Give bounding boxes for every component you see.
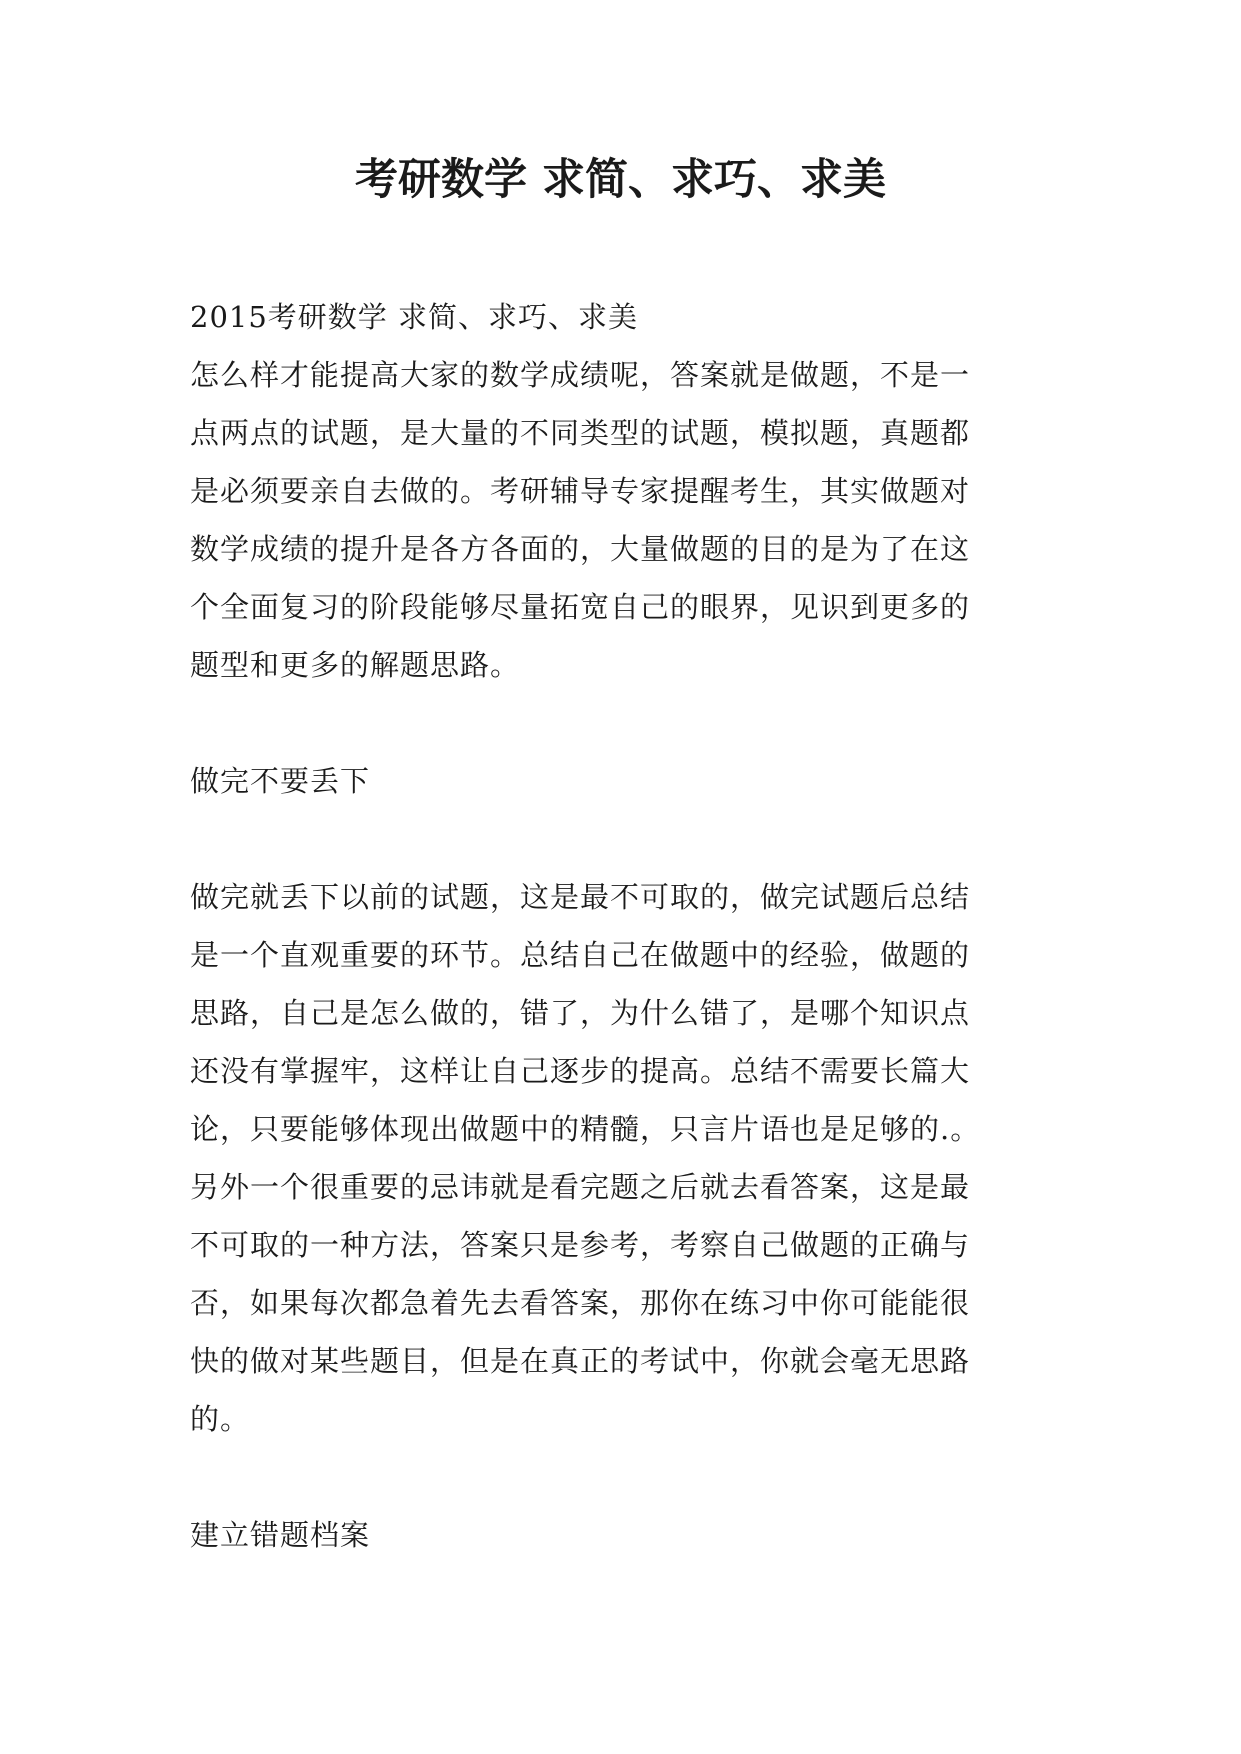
text-line: 否，如果每次都急着先去看答案，那你在练习中你可能能很: [190, 1286, 971, 1320]
document-title: 考研数学 求简、求巧、求美: [355, 155, 886, 205]
text-line: 的。: [190, 1402, 251, 1436]
section-heading-dont-discard: 做完不要丢下: [190, 764, 371, 798]
text-line: 是必须要亲自去做的。考研辅导专家提醒考生，其实做题对: [190, 474, 971, 508]
text-line: 点两点的试题，是大量的不同类型的试题，模拟题，真题都: [190, 416, 971, 450]
text-line: 不可取的一种方法，答案只是参考，考察自己做题的正确与: [190, 1228, 971, 1262]
text-line: 题型和更多的解题思路。: [190, 648, 521, 682]
text-line: 个全面复习的阶段能够尽量拓宽自己的眼界，见识到更多的: [190, 590, 971, 624]
text-line: 是一个直观重要的环节。总结自己在做题中的经验，做题的: [190, 938, 971, 972]
text-line: 数学成绩的提升是各方各面的，大量做题的目的是为了在这: [190, 532, 971, 566]
text-line: 论，只要能够体现出做题中的精髓，只言片语也是足够的.。: [190, 1112, 981, 1146]
text-line: 快的做对某些题目，但是在真正的考试中，你就会毫无思路: [190, 1344, 971, 1378]
text-line: 思路，自己是怎么做的，错了，为什么错了，是哪个知识点: [190, 996, 971, 1030]
paragraph-summary: [190, 868, 1060, 1448]
document-subtitle: 2015考研数学 求简、求巧、求美: [190, 300, 639, 334]
text-line: 另外一个很重要的忌讳就是看完题之后就去看答案，这是最: [190, 1170, 971, 1204]
paragraph-intro: [190, 346, 1060, 694]
text-line: 做完就丢下以前的试题，这是最不可取的，做完试题后总结: [190, 880, 971, 914]
text-line: 还没有掌握牢，这样让自己逐步的提高。总结不需要长篇大: [190, 1054, 971, 1088]
section-heading-error-archive: 建立错题档案: [190, 1518, 371, 1552]
text-line: 怎么样才能提高大家的数学成绩呢，答案就是做题，不是一: [190, 358, 971, 392]
